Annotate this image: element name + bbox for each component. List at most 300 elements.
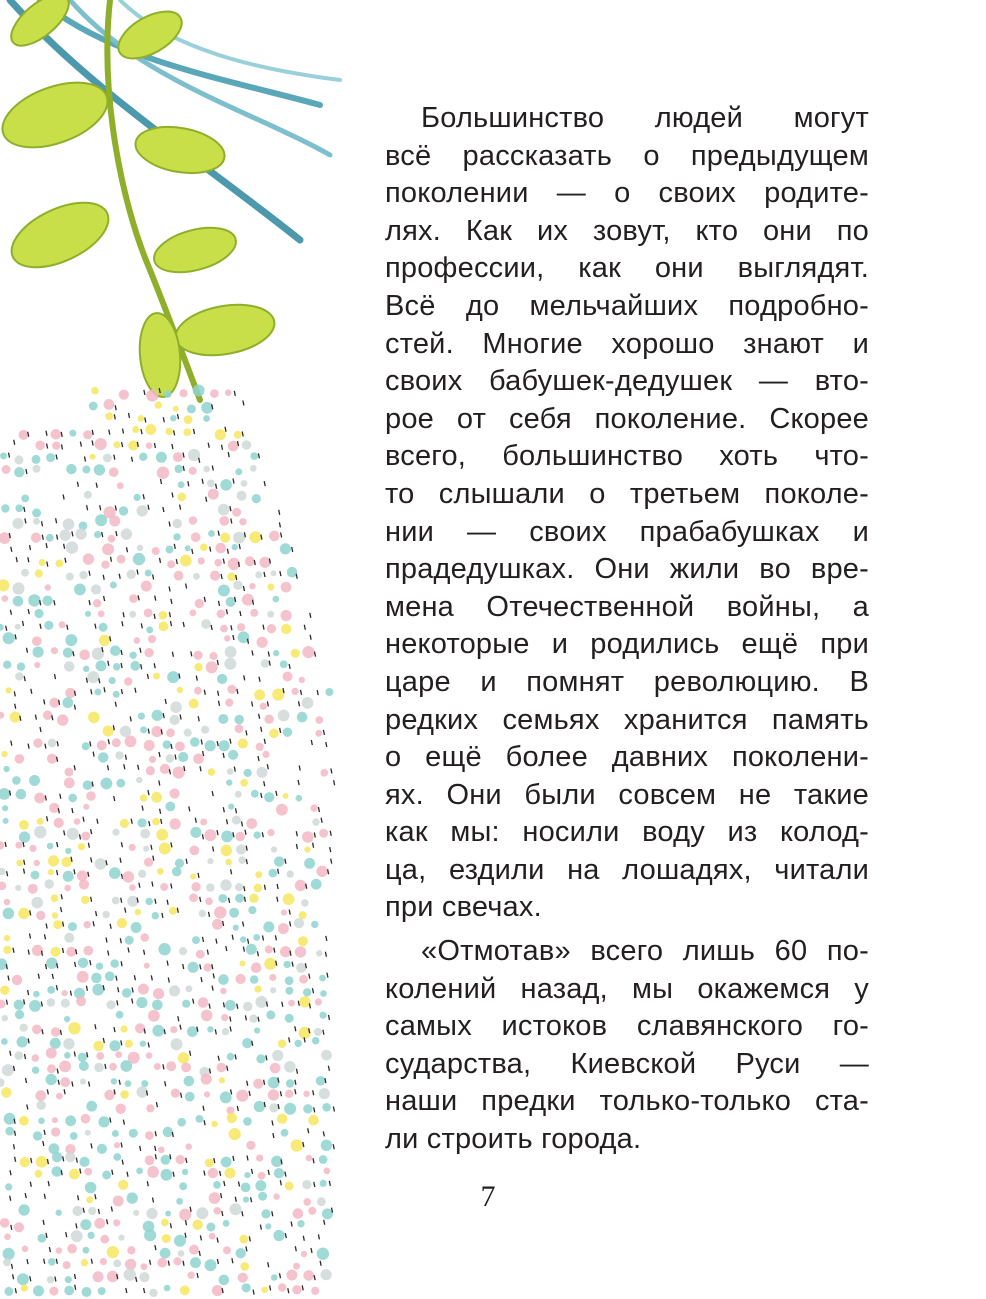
dot-mark bbox=[189, 699, 199, 709]
tick-mark bbox=[10, 1051, 11, 1056]
dot-mark bbox=[227, 685, 236, 694]
dot-mark bbox=[113, 1219, 120, 1226]
dot-mark bbox=[5, 1127, 14, 1136]
dot-mark bbox=[0, 958, 7, 970]
tick-mark bbox=[90, 741, 91, 746]
tick-mark bbox=[223, 921, 224, 926]
tick-mark bbox=[299, 701, 300, 706]
dot-mark bbox=[299, 677, 305, 683]
dot-mark bbox=[218, 504, 230, 516]
dot-mark bbox=[235, 832, 245, 842]
dot-mark bbox=[47, 1064, 56, 1073]
dot-mark bbox=[155, 401, 162, 408]
dot-mark bbox=[122, 988, 132, 998]
dot-mark bbox=[235, 724, 244, 733]
dot-mark bbox=[192, 1220, 202, 1230]
dot-mark bbox=[158, 943, 170, 955]
dot-pattern bbox=[0, 385, 335, 1298]
dot-mark bbox=[220, 625, 228, 633]
tick-mark bbox=[115, 405, 116, 410]
dot-mark bbox=[65, 634, 77, 646]
text-line: всё рассказать о предыдущем bbox=[385, 139, 869, 172]
dot-mark bbox=[0, 712, 4, 719]
tick-mark bbox=[208, 443, 209, 448]
dot-mark bbox=[119, 390, 129, 400]
tick-mark bbox=[260, 1225, 261, 1230]
dot-mark bbox=[91, 387, 99, 395]
tick-mark bbox=[310, 635, 311, 640]
dot-mark bbox=[212, 919, 223, 930]
tick-mark bbox=[235, 1054, 236, 1059]
dot-mark bbox=[121, 1025, 128, 1032]
dot-mark bbox=[254, 689, 265, 700]
tick-mark bbox=[331, 859, 332, 864]
dot-mark bbox=[238, 856, 246, 864]
tick-mark bbox=[7, 871, 8, 876]
dot-mark bbox=[196, 1115, 204, 1123]
dot-mark bbox=[239, 518, 246, 525]
dot-mark bbox=[232, 508, 241, 517]
dot-mark bbox=[153, 988, 164, 999]
dot-mark bbox=[204, 963, 212, 971]
tick-mark bbox=[57, 757, 58, 762]
dot-mark bbox=[174, 1235, 186, 1247]
tick-mark bbox=[247, 1081, 248, 1086]
tick-mark bbox=[303, 1142, 304, 1147]
dot-mark bbox=[192, 936, 200, 944]
tick-mark bbox=[261, 727, 262, 732]
dot-mark bbox=[98, 610, 105, 617]
tick-mark bbox=[144, 1288, 145, 1293]
dot-mark bbox=[99, 623, 108, 632]
dot-mark bbox=[298, 936, 308, 946]
dot-mark bbox=[98, 752, 108, 762]
dot-mark bbox=[79, 879, 89, 889]
dot-mark bbox=[173, 767, 185, 779]
dot-mark bbox=[52, 912, 58, 918]
dot-mark bbox=[254, 1101, 265, 1112]
dot-mark bbox=[226, 597, 236, 607]
dot-mark bbox=[116, 779, 125, 788]
tick-mark bbox=[223, 807, 224, 812]
dot-mark bbox=[303, 1091, 309, 1097]
dot-mark bbox=[180, 1285, 190, 1295]
dot-mark bbox=[220, 533, 230, 543]
dot-mark bbox=[281, 1129, 289, 1137]
tick-mark bbox=[217, 830, 218, 835]
dot-mark bbox=[76, 996, 86, 1006]
tick-mark bbox=[314, 1107, 315, 1112]
tick-mark bbox=[138, 765, 139, 770]
tick-mark bbox=[14, 691, 15, 696]
tick-mark bbox=[161, 819, 162, 824]
dot-mark bbox=[49, 698, 59, 708]
dot-mark bbox=[110, 959, 119, 968]
dot-mark bbox=[178, 481, 185, 488]
text-line: сударства, Киевской Руси — bbox=[385, 1047, 869, 1080]
tick-mark bbox=[129, 413, 130, 418]
dot-mark bbox=[312, 1037, 320, 1045]
dot-mark bbox=[65, 848, 71, 854]
dot-mark bbox=[21, 1284, 28, 1291]
tick-mark bbox=[115, 506, 116, 511]
tick-mark bbox=[183, 964, 184, 969]
dot-mark bbox=[217, 1063, 227, 1073]
dot-mark bbox=[224, 635, 230, 641]
tick-mark bbox=[200, 897, 201, 902]
tick-mark bbox=[55, 1277, 56, 1282]
tick-mark bbox=[167, 961, 168, 966]
dot-mark bbox=[51, 647, 58, 654]
tick-mark bbox=[246, 730, 247, 735]
tick-mark bbox=[104, 596, 105, 601]
dot-mark bbox=[322, 1208, 333, 1219]
dot-mark bbox=[81, 896, 89, 904]
dot-mark bbox=[310, 804, 317, 811]
dot-mark bbox=[81, 1114, 91, 1124]
tick-mark bbox=[13, 948, 14, 953]
dot-mark bbox=[105, 971, 115, 981]
dot-mark bbox=[79, 1061, 89, 1071]
dot-mark bbox=[222, 1028, 229, 1035]
tick-mark bbox=[217, 1238, 218, 1243]
tick-mark bbox=[114, 796, 115, 801]
dot-mark bbox=[311, 879, 322, 890]
tick-mark bbox=[42, 1029, 43, 1034]
dot-mark bbox=[148, 635, 156, 643]
dot-mark bbox=[193, 573, 200, 580]
dot-mark bbox=[179, 1209, 191, 1221]
tick-mark bbox=[275, 935, 276, 940]
dot-mark bbox=[93, 1041, 103, 1051]
dot-mark bbox=[258, 1172, 266, 1180]
dot-mark bbox=[144, 609, 153, 618]
dot-mark bbox=[274, 1168, 284, 1178]
dot-mark bbox=[47, 754, 57, 764]
tick-mark bbox=[183, 453, 184, 458]
dot-mark bbox=[93, 1271, 104, 1282]
tick-mark bbox=[277, 897, 278, 902]
tick-mark bbox=[15, 1131, 16, 1136]
tick-mark bbox=[90, 960, 91, 965]
tick-mark bbox=[301, 690, 302, 695]
dot-mark bbox=[153, 673, 160, 680]
tick-mark bbox=[141, 664, 142, 669]
tick-mark bbox=[243, 947, 244, 952]
dot-mark bbox=[296, 795, 303, 802]
tick-mark bbox=[279, 510, 280, 515]
tick-mark bbox=[124, 764, 125, 769]
dot-mark bbox=[287, 870, 294, 877]
tick-mark bbox=[118, 987, 119, 992]
dot-mark bbox=[217, 674, 227, 684]
dot-mark bbox=[102, 911, 109, 918]
tick-mark bbox=[119, 1080, 120, 1085]
dot-mark bbox=[32, 1067, 39, 1074]
dot-mark bbox=[205, 1159, 214, 1168]
dot-mark bbox=[130, 661, 140, 671]
tick-mark bbox=[171, 599, 172, 604]
dot-mark bbox=[64, 885, 71, 892]
dot-mark bbox=[295, 880, 306, 891]
dot-mark bbox=[213, 1181, 221, 1189]
tick-mark bbox=[207, 950, 208, 955]
dot-mark bbox=[214, 906, 226, 918]
tick-mark bbox=[9, 453, 10, 458]
dot-mark bbox=[63, 1261, 71, 1269]
dot-mark bbox=[166, 546, 174, 554]
tick-mark bbox=[25, 1054, 26, 1059]
dot-mark bbox=[35, 441, 45, 451]
dot-mark bbox=[125, 1080, 132, 1087]
tick-mark bbox=[40, 727, 41, 732]
tick-mark bbox=[246, 859, 247, 864]
tick-mark bbox=[137, 570, 138, 575]
dot-mark bbox=[13, 518, 24, 529]
dot-mark bbox=[151, 726, 162, 737]
dot-mark bbox=[0, 452, 7, 459]
dot-mark bbox=[314, 1028, 322, 1036]
tick-mark bbox=[61, 894, 62, 899]
dot-mark bbox=[234, 431, 242, 439]
tick-mark bbox=[172, 444, 173, 449]
tick-mark bbox=[10, 1170, 11, 1175]
dot-mark bbox=[99, 635, 110, 646]
dot-mark bbox=[218, 714, 228, 724]
tick-mark bbox=[325, 952, 326, 957]
tick-mark bbox=[314, 1275, 315, 1280]
dot-mark bbox=[18, 908, 29, 919]
dot-mark bbox=[245, 556, 255, 566]
dot-mark bbox=[267, 583, 274, 590]
tick-mark bbox=[78, 1195, 79, 1200]
dot-mark bbox=[205, 898, 213, 906]
tick-mark bbox=[111, 557, 112, 562]
dot-mark bbox=[191, 532, 201, 542]
dot-mark bbox=[185, 1092, 195, 1102]
tick-mark bbox=[111, 1207, 112, 1212]
dot-mark bbox=[19, 820, 29, 830]
dot-mark bbox=[284, 1061, 296, 1073]
tick-mark bbox=[180, 1025, 181, 1030]
dot-mark bbox=[172, 867, 182, 877]
dot-mark bbox=[316, 950, 323, 957]
dot-mark bbox=[219, 740, 230, 751]
dot-mark bbox=[215, 429, 226, 440]
tick-mark bbox=[116, 976, 117, 981]
tick-mark bbox=[231, 1089, 232, 1094]
dot-mark bbox=[185, 545, 191, 551]
dot-mark bbox=[265, 1223, 271, 1229]
dot-mark bbox=[200, 819, 207, 826]
tick-mark bbox=[280, 1273, 281, 1278]
tick-mark bbox=[242, 821, 243, 826]
dot-mark bbox=[124, 1268, 136, 1280]
dot-mark bbox=[39, 559, 46, 566]
dot-mark bbox=[227, 573, 236, 582]
dot-mark bbox=[163, 1127, 173, 1137]
tick-mark bbox=[281, 533, 282, 538]
tick-mark bbox=[168, 978, 169, 983]
tick-mark bbox=[233, 1156, 234, 1161]
dot-mark bbox=[129, 611, 136, 618]
dot-mark bbox=[82, 466, 90, 474]
dot-mark bbox=[29, 775, 40, 786]
dot-mark bbox=[120, 1060, 132, 1072]
tick-mark bbox=[212, 964, 213, 969]
dot-mark bbox=[238, 738, 248, 748]
dot-mark bbox=[242, 1038, 252, 1048]
dot-mark bbox=[152, 1025, 164, 1037]
dot-mark bbox=[220, 479, 232, 491]
dot-mark bbox=[81, 1259, 88, 1266]
dot-mark bbox=[154, 1063, 161, 1070]
dot-mark bbox=[134, 494, 141, 501]
tick-mark bbox=[92, 430, 93, 435]
dot-mark bbox=[143, 846, 149, 852]
dot-mark bbox=[64, 1052, 71, 1059]
dot-mark bbox=[0, 882, 6, 891]
dot-mark bbox=[157, 1258, 167, 1268]
dot-mark bbox=[15, 1010, 24, 1019]
dot-mark bbox=[105, 412, 113, 420]
tick-mark bbox=[252, 1169, 253, 1174]
tick-mark bbox=[247, 1156, 248, 1161]
tick-mark bbox=[86, 678, 87, 683]
tick-mark bbox=[43, 1141, 44, 1146]
tick-mark bbox=[190, 1207, 191, 1212]
tick-mark bbox=[295, 1026, 296, 1031]
tick-mark bbox=[198, 716, 199, 721]
tick-mark bbox=[148, 729, 149, 734]
tick-mark bbox=[289, 664, 290, 669]
dot-mark bbox=[207, 480, 215, 488]
tick-mark bbox=[121, 1143, 122, 1148]
tick-mark bbox=[26, 1078, 27, 1083]
dot-mark bbox=[129, 844, 136, 851]
tick-mark bbox=[198, 873, 199, 878]
dot-mark bbox=[145, 570, 152, 577]
dot-mark bbox=[203, 466, 210, 473]
dot-mark bbox=[152, 818, 160, 826]
dot-mark bbox=[107, 1246, 119, 1258]
dot-mark bbox=[281, 582, 292, 593]
tick-mark bbox=[202, 834, 203, 839]
dot-mark bbox=[145, 424, 156, 435]
tick-mark bbox=[57, 870, 58, 875]
dot-mark bbox=[132, 426, 139, 433]
dot-mark bbox=[109, 677, 116, 684]
dot-mark bbox=[201, 402, 213, 414]
dot-mark bbox=[277, 1114, 287, 1124]
dot-mark bbox=[88, 712, 100, 724]
dot-mark bbox=[274, 856, 284, 866]
dot-mark bbox=[103, 726, 114, 737]
tick-mark bbox=[35, 715, 36, 720]
dot-mark bbox=[225, 389, 232, 396]
dot-mark bbox=[204, 829, 216, 841]
dot-mark bbox=[244, 769, 252, 777]
dot-mark bbox=[170, 701, 182, 713]
dot-mark bbox=[51, 1027, 61, 1037]
tick-mark bbox=[138, 595, 139, 600]
tick-mark bbox=[62, 445, 63, 450]
dot-mark bbox=[47, 986, 55, 994]
tick-mark bbox=[89, 571, 90, 576]
dot-mark bbox=[109, 1040, 120, 1051]
tick-mark bbox=[226, 609, 227, 614]
tick-mark bbox=[63, 495, 64, 500]
dot-mark bbox=[66, 947, 76, 957]
tick-mark bbox=[172, 652, 173, 657]
dot-mark bbox=[12, 975, 22, 985]
dot-mark bbox=[173, 533, 180, 540]
dot-mark bbox=[226, 779, 232, 785]
text-line: лях. Как их зовут, кто они по bbox=[385, 214, 869, 247]
tick-mark bbox=[136, 1277, 137, 1282]
dot-mark bbox=[249, 531, 261, 543]
dot-mark bbox=[253, 1079, 263, 1089]
dot-mark bbox=[116, 1104, 126, 1114]
tick-mark bbox=[110, 1118, 111, 1123]
tick-mark bbox=[252, 651, 253, 656]
dot-mark bbox=[21, 569, 29, 577]
dot-mark bbox=[281, 610, 292, 621]
dot-mark bbox=[187, 1026, 198, 1037]
tick-mark bbox=[173, 1172, 174, 1177]
dot-mark bbox=[117, 918, 127, 928]
tick-mark bbox=[177, 908, 178, 913]
tick-mark bbox=[249, 1236, 250, 1241]
dot-mark bbox=[118, 1235, 124, 1241]
dot-mark bbox=[235, 894, 244, 903]
illustration bbox=[0, 0, 345, 1299]
dot-mark bbox=[304, 858, 315, 869]
dot-mark bbox=[214, 559, 222, 567]
tick-mark bbox=[142, 806, 143, 811]
dot-mark bbox=[233, 925, 239, 931]
dot-mark bbox=[46, 534, 54, 542]
dot-mark bbox=[291, 1139, 303, 1151]
dot-mark bbox=[117, 555, 126, 564]
dot-mark bbox=[190, 874, 196, 880]
tick-mark bbox=[102, 532, 103, 537]
tick-mark bbox=[215, 1029, 216, 1034]
dot-mark bbox=[52, 442, 60, 450]
dot-mark bbox=[218, 894, 227, 903]
dot-mark bbox=[109, 467, 119, 477]
dot-mark bbox=[74, 818, 81, 825]
tick-mark bbox=[280, 1180, 281, 1185]
dot-mark bbox=[281, 910, 287, 916]
tick-mark bbox=[267, 701, 268, 706]
tick-mark bbox=[30, 1182, 31, 1187]
tick-mark bbox=[311, 740, 312, 745]
tick-mark bbox=[57, 842, 58, 847]
tick-mark bbox=[258, 756, 259, 761]
tick-mark bbox=[251, 1197, 252, 1202]
tick-mark bbox=[30, 1276, 31, 1281]
dot-mark bbox=[96, 1052, 104, 1060]
tick-mark bbox=[108, 661, 109, 666]
dot-mark bbox=[96, 660, 107, 671]
dot-mark bbox=[250, 465, 257, 472]
tick-mark bbox=[204, 1171, 205, 1176]
dot-mark bbox=[292, 1285, 301, 1294]
dot-mark bbox=[141, 1263, 148, 1270]
tick-mark bbox=[174, 544, 175, 549]
dot-mark bbox=[36, 1156, 48, 1168]
